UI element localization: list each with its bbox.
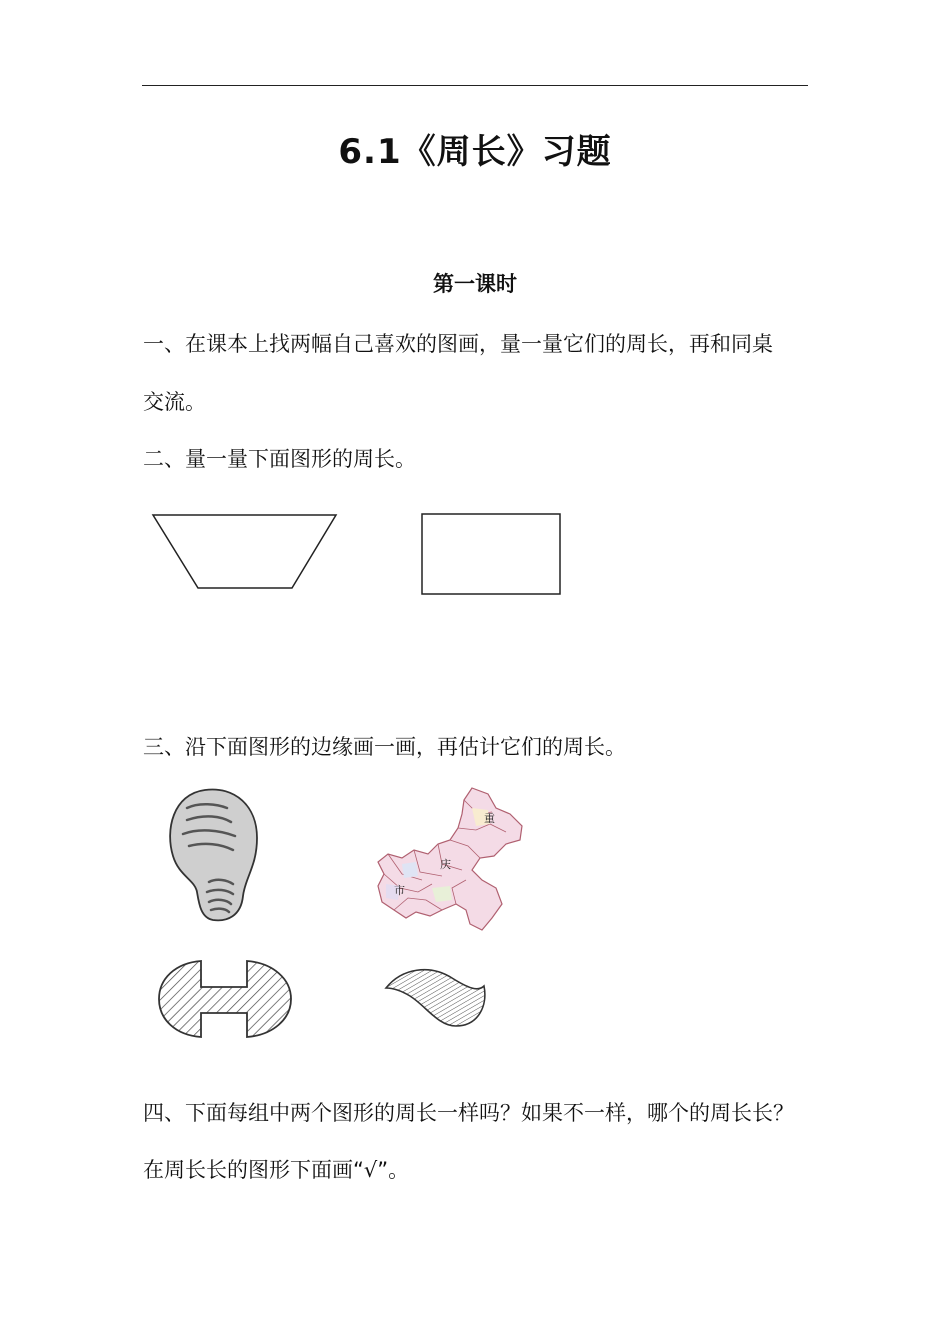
dumbbell-figure bbox=[155, 955, 295, 1041]
map-label-chong: 重 bbox=[484, 812, 495, 825]
question-2-text: 二、量一量下面图形的周长。 bbox=[143, 447, 416, 471]
question-4-line-2: 在周长长的图形下面画“√”。 bbox=[143, 1158, 410, 1182]
trapezoid-shape bbox=[150, 512, 340, 592]
question-3-text: 三、沿下面图形的边缘画一画，再估计它们的周长。 bbox=[143, 735, 626, 759]
map-figure bbox=[372, 784, 532, 934]
page-title: 6.1《周长》习题 bbox=[338, 132, 612, 172]
question-1-line-2: 交流。 bbox=[143, 390, 206, 414]
footprint-figure bbox=[165, 786, 265, 926]
question-1-line-1: 一、在课本上找两幅自己喜欢的图画，量一量它们的周长，再和同桌 bbox=[143, 332, 773, 356]
map-label-qing: 庆 bbox=[440, 858, 451, 871]
rectangle-shape bbox=[421, 513, 563, 597]
question-4-line-1: 四、下面每组中两个图形的周长一样吗？如果不一样，哪个的周长长？ bbox=[143, 1101, 794, 1125]
header-rule bbox=[142, 85, 808, 86]
lesson-heading: 第一课时 bbox=[433, 272, 517, 296]
map-label-shi: 市 bbox=[394, 884, 405, 897]
wave-leaf-figure bbox=[382, 962, 492, 1032]
